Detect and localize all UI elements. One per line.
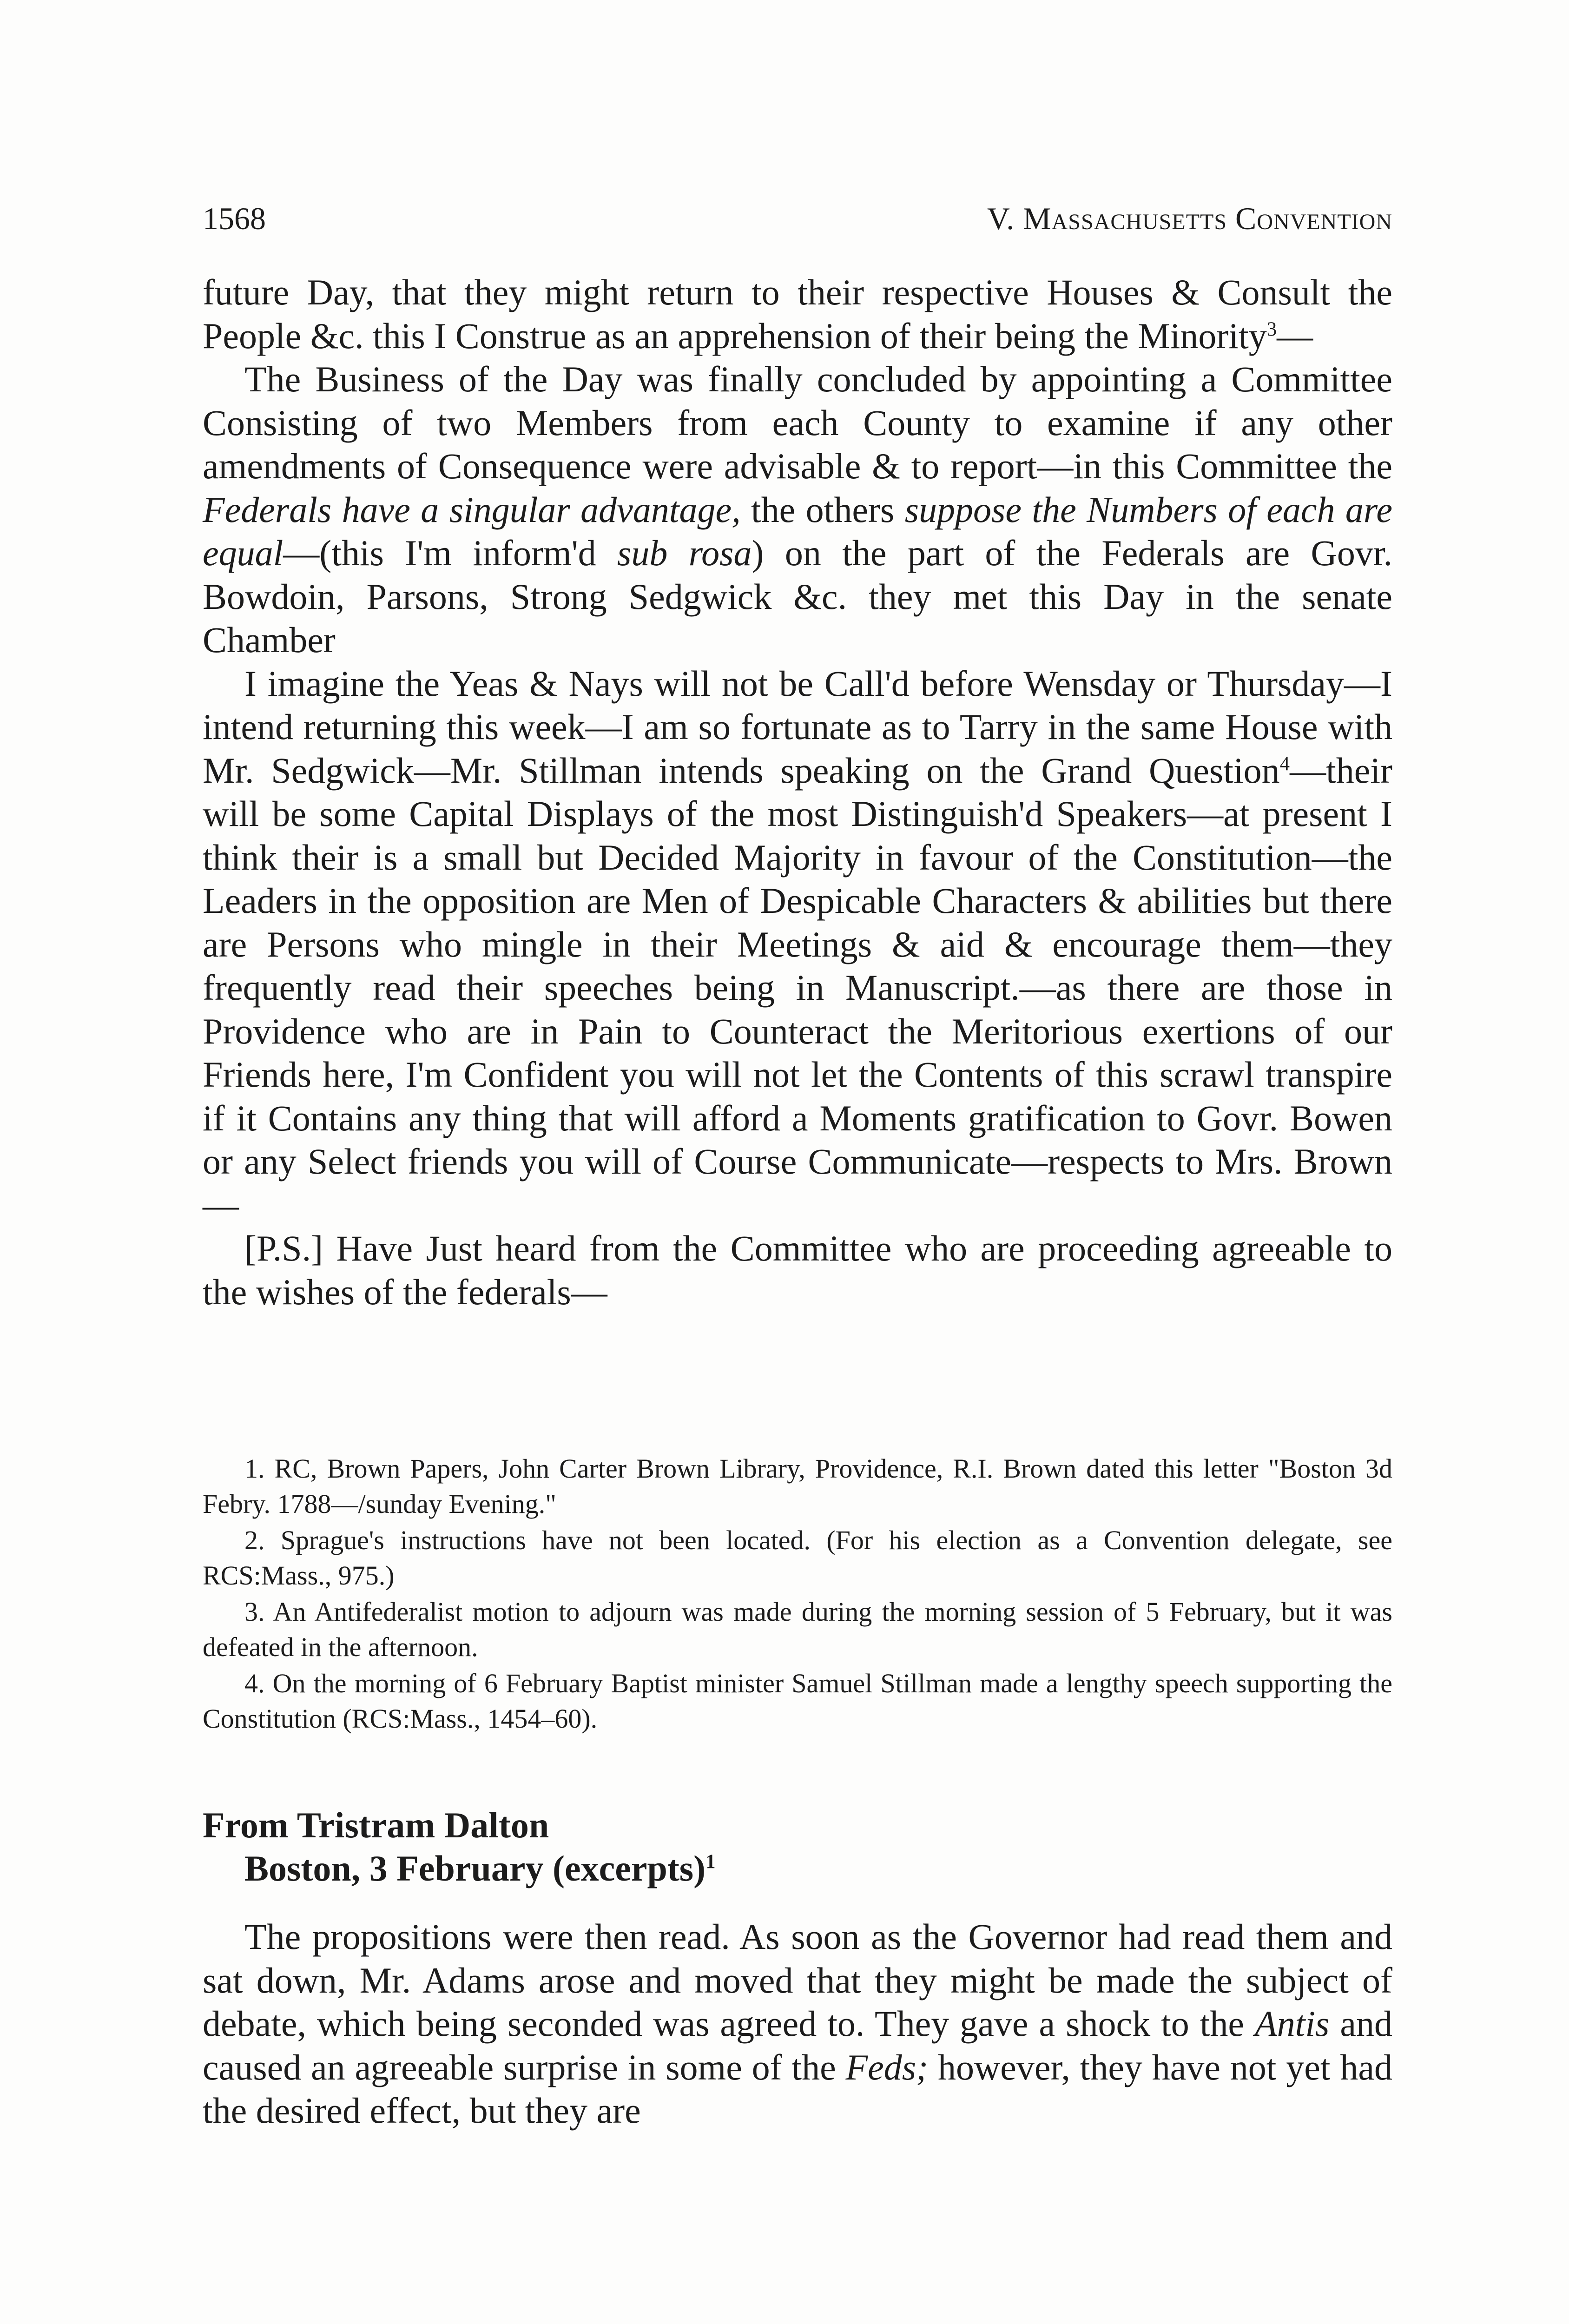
footnote-ref: 1 [705,1851,716,1873]
running-head [203,198,1392,239]
italic-run: suppose the Numbers of each are equal [203,489,1393,573]
document-paragraph [203,1915,1392,2133]
text-run: The Business of the Day was finally concluded by appointing a Committee Consisting of two Members from each County to examine if any other amendments of Consequence were advisable & to report—in this Committee the [203,359,1392,486]
footnotes [203,1451,1392,1737]
text-run: however, they have not yet had the desired effect, but they are [203,2047,1392,2131]
italic-run: sub rosa [617,533,752,573]
text-run: and caused an agreeable surprise in some of the [203,2003,1393,2087]
text-run: — [1277,315,1313,356]
letter-paragraph [203,271,1392,357]
footnote: 1. RC, Brown Papers, John Carter Brown Library, Providence, R.I. Brown dated this letter "Boston 3d Febry. 1788—/sunday Evening." [203,1453,1392,1519]
text-run: the others [740,489,905,530]
running-title: V. Massachusetts Convention [987,201,1392,236]
footnote: 2. Sprague's instructions have not been located. (For his election as a Convention delegate, see RCS:Mass., 975.) [203,1525,1392,1591]
footnote-ref: 3 [1266,318,1277,340]
text-run: —(this I'm inform'd [283,533,618,573]
letter-paragraph [203,662,1392,1227]
postscript-paragraph: [P.S.] Have Just heard from the Committee who are proceeding agreeable to the wishes of the federals— [203,1228,1392,1312]
document-subheading [203,1847,1392,1890]
letter-body [203,271,1392,1314]
text-run: future Day, that they might return to their respective Houses & Consult the People &c. this I Construe as an apprehension of their being the Minority [203,272,1392,356]
footnote-ref: 4 [1279,753,1290,775]
document-body [203,1915,1392,2133]
italic-run: Feds; [845,2047,929,2087]
italic-run: Federals have a singular advantage, [203,489,741,530]
footnote: 3. An Antifederalist motion to adjourn was made during the morning session of 5 February, but it was defeated in the afternoon. [203,1597,1392,1662]
footnote: 4. On the morning of 6 February Baptist minister Samuel Stillman made a lengthy speech supporting the Constitution (RCS:Mass., 1454–60). [203,1668,1392,1734]
page-number: 1568 [203,201,266,236]
document-heading-block [203,1803,1392,1890]
text-run: I imagine the Yeas & Nays will not be Call'd before Wensday or Thursday—I intend returning this week—I am so fortunate as to Tarry in the same House with Mr. Sedgwick—Mr. Stillman intends speaking on the Grand Question [203,663,1392,791]
document-heading: From Tristram Dalton [203,1805,549,1845]
text-run: Boston, 3 February (excerpts) [244,1848,706,1888]
letter-paragraph [203,357,1392,662]
italic-run: Antis [1255,2003,1330,2044]
text-run: —their will be some Capital Displays of the most Distinguish'd Speakers—at present I think their is a small but Decided Majority in favour of the Constitution—the Leaders in the opposition are Men of Despicable Characters & abilities but there are Persons who mingle in their Meetings & aid & encourage them—they frequently read their speeches being in Manuscript.—as there are those in Providence who are in Pain to Counteract the Meritorious exertions of our Friends here, I'm Confident you will not let the Contents of this scrawl transpire if it Contains any thing that will afford a Moments gratification to Govr. Bowen or any Select friends you will of Course Communicate—respects to Mrs. Brown— [203,750,1392,1225]
text-run: ) on the part of the Federals are Govr. Bowdoin, Parsons, Strong Sedgwick &c. they met this Day in the senate Chamber [203,533,1392,660]
text-run: The propositions were then read. As soon as the Governor had read them and sat down, Mr. Adams arose and moved that they might be made the subject of debate, which being seconded was agreed to. They gave a shock to the [203,1916,1392,2044]
